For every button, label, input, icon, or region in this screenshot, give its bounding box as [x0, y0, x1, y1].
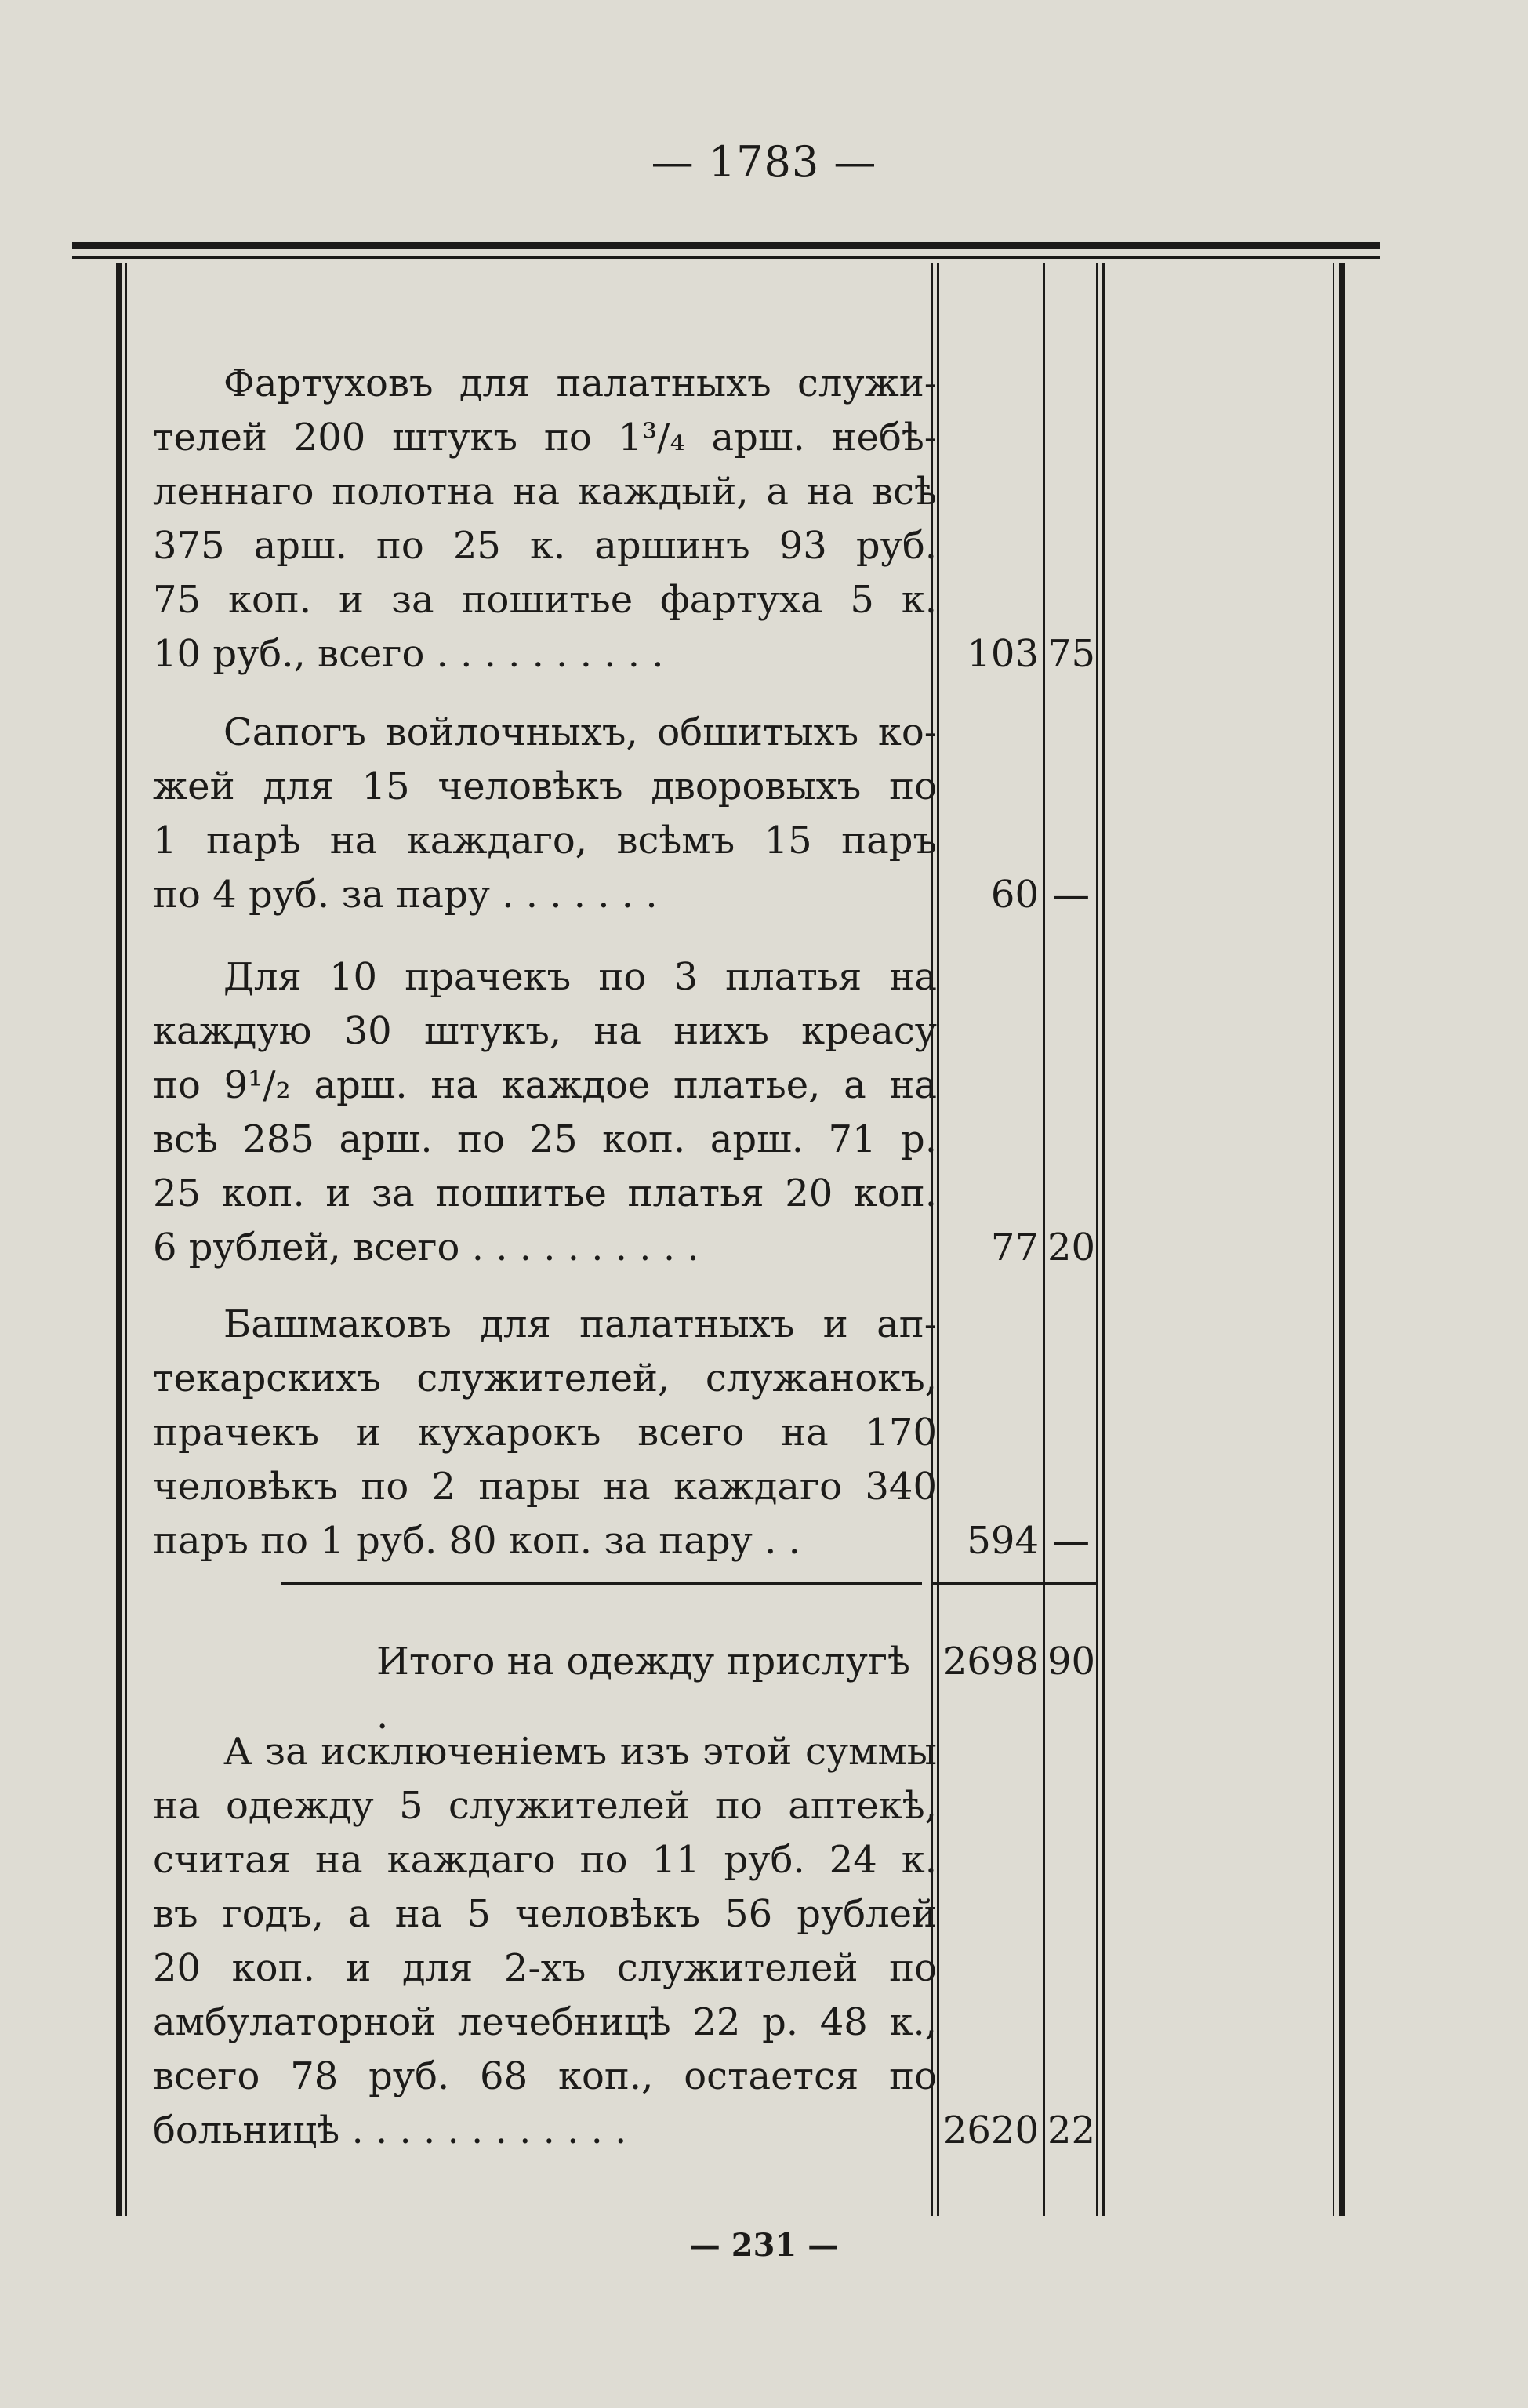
kopecks-amount: 75	[1047, 632, 1096, 676]
entry-line: Для 10 прачекъ по 3 платья на	[223, 955, 937, 999]
rubles-amount: 594	[967, 1519, 1039, 1563]
entry-line: каждую 30 штукъ, на нихъ креасу	[153, 1009, 937, 1053]
entry-line: считая на каждаго по 11 руб. 24 к.	[153, 1838, 937, 1882]
kopecks-amount: 20	[1047, 1226, 1096, 1269]
entry-line: всѣ 285 арш. по 25 коп. арш. 71 р.	[153, 1117, 937, 1161]
page-number: — 1783 —	[651, 137, 877, 187]
entry-shoes	[153, 1298, 937, 1568]
entry-line: больницѣ . . . . . . . . . . . .	[153, 2108, 627, 2152]
rubles-amount: 77	[990, 1226, 1039, 1269]
entry-line: по 9¹/₂ арш. на каждое платье, а на	[153, 1063, 937, 1107]
entry-line: по 4 руб. за пару . . . . . . .	[153, 873, 658, 917]
entry-aprons	[153, 357, 937, 681]
entry-line: 375 арш. по 25 к. аршинъ 93 руб.	[153, 524, 937, 568]
rubles-amount: 103	[967, 632, 1039, 676]
entry-line: 10 руб., всего . . . . . . . . . .	[153, 632, 664, 676]
entry-line: 75 коп. и за пошитье фартуха 5 к.	[153, 578, 937, 622]
entry-line: прачекъ и кухарокъ всего на 170	[153, 1411, 937, 1455]
entry-line: 6 рублей, всего . . . . . . . . . .	[153, 1226, 699, 1269]
right-border-thick	[1339, 263, 1345, 2216]
entry-line: Башмаковъ для палатныхъ и ап-	[223, 1302, 937, 1346]
subtotal-rule-right	[933, 1582, 1098, 1585]
entry-line: Фартуховъ для палатныхъ служи-	[223, 361, 937, 405]
entry-laundress-dresses	[153, 950, 937, 1275]
entry-line: въ годъ, а на 5 человѣкъ 56 рублей	[153, 1892, 937, 1936]
total-kopecks: 90	[1047, 1640, 1096, 1683]
total-label: Итого на одежду прислугѣ .	[376, 1640, 910, 1738]
right-column-rule-b	[1102, 263, 1105, 2216]
right-column-rule-a	[1096, 263, 1098, 2216]
entry-line: амбулаторной лечебницѣ 22 р. 48 к.,	[153, 2000, 937, 2044]
entry-line: паръ по 1 руб. 80 коп. за пару . .	[153, 1519, 800, 1563]
entry-line: 20 коп. и для 2-хъ служителей по	[153, 1946, 937, 1990]
kopecks-column-rule	[1043, 263, 1045, 2216]
rubles-amount: 60	[990, 873, 1039, 917]
kopecks-amount: —	[1052, 1519, 1090, 1563]
entry-felt-boots	[153, 706, 937, 922]
entry-line: 1 парѣ на каждаго, всѣмъ 15 паръ	[153, 819, 937, 863]
entry-line: текарскихъ служителей, служанокъ,	[153, 1357, 937, 1400]
left-border-thin	[125, 263, 127, 2216]
entry-line: 25 коп. и за пошитье платья 20 коп.	[153, 1171, 937, 1215]
entry-line: на одежду 5 служителей по аптекѣ,	[153, 1784, 937, 1828]
entry-line: человѣкъ по 2 пары на каждаго 340	[153, 1465, 937, 1509]
kopecks-amount: —	[1052, 873, 1090, 917]
entry-line: всего 78 руб. 68 коп., остается по	[153, 2054, 937, 2098]
entry-line: жей для 15 человѣкъ дворовыхъ по	[153, 765, 937, 808]
entry-deduction	[153, 1725, 937, 2158]
total-rubles: 2698	[942, 1640, 1039, 1683]
entry-line: леннаго полотна на каждый, а на всѣ	[153, 470, 937, 514]
right-border-thin	[1333, 263, 1334, 2216]
sheet-number: — 231 —	[688, 2227, 840, 2264]
top-rule-thin	[72, 256, 1380, 259]
entry-line: Сапогъ войлочныхъ, обшитыхъ ко-	[223, 710, 937, 754]
subtotal-rule-left	[281, 1582, 922, 1585]
top-rule-thick	[72, 242, 1380, 249]
remaining-rubles: 2620	[942, 2108, 1039, 2152]
left-border-thick	[116, 263, 122, 2216]
entry-line: телей 200 штукъ по 1³/₄ арш. небѣ-	[153, 416, 937, 459]
entry-line: А за исключеніемъ изъ этой суммы	[223, 1730, 937, 1774]
remaining-kopecks: 22	[1047, 2108, 1096, 2152]
rubles-column-rule-b	[937, 263, 939, 2216]
